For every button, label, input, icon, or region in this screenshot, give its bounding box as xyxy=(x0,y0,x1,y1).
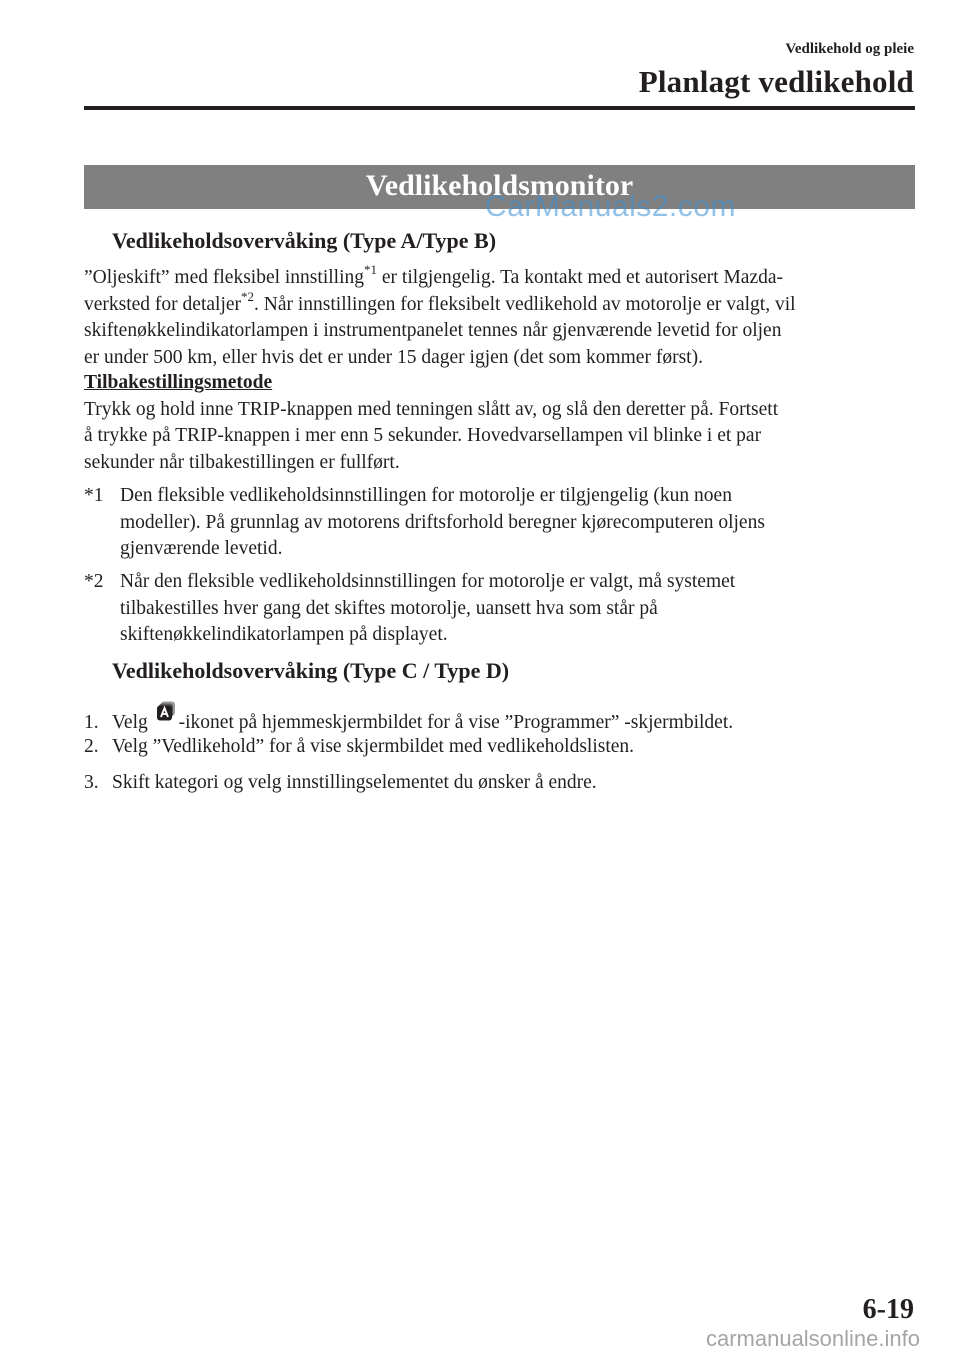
footnote-ref-1: *1 xyxy=(364,262,377,277)
paragraph-line: er under 500 km, eller hvis det er under 15 dager igjen (det som kommer først). xyxy=(84,346,703,368)
section-heading-cd: Vedlikeholdsovervåking (Type C / Type D) xyxy=(112,658,510,683)
watermark-bottom: carmanualsonline.info xyxy=(705,1326,920,1351)
header-divider xyxy=(84,106,915,110)
paragraph-line: skiftenøkkelindikatorlampen i instrumentpanelet tennes når gjenværende levetid for oljen xyxy=(84,320,782,341)
footnote-1: *1 Den fleksible vedlikeholdsinnstillingen for motorolje er tilgjengelig (kun noen modeller). På grunnlag av motorens driftsforhold beregner kjørecomputeren oljens gjenværende levetid. xyxy=(84,485,765,559)
step-3: 3. Skift kategori og velg innstillingselementet du ønsker å endre. xyxy=(84,772,597,793)
paragraph-line: ”Oljeskift” med fleksibel innstilling$^{*1}$ er tilgjengelig. Ta kontakt med et autorisert Mazda- xyxy=(84,262,784,288)
paragraph-line: sekunder når tilbakestillingen er fullført. xyxy=(84,451,400,473)
reset-method-heading: Tilbakestillingsmetode xyxy=(84,372,273,393)
banner-title: Vedlikeholdsmonitor xyxy=(365,169,634,202)
step-2: 2. Velg ”Vedlikehold” for å vise skjermbildet med vedlikeholdslisten. xyxy=(84,736,635,757)
paragraph-line: verksted for detaljer$^{*2}$. Når innstillingen for fleksibelt vedlikehold av motorolje er valgt, vil xyxy=(84,288,796,315)
section-heading-ab: Vedlikeholdsovervåking (Type A/Type B) xyxy=(112,228,497,253)
footnote-mark: *1 xyxy=(84,485,104,506)
footnote-mark: *2 xyxy=(84,571,104,592)
applications-icon xyxy=(156,700,178,722)
paragraph-oil-change xyxy=(84,262,796,371)
step-1: 1. Velg -ikonet på hjemmeskjermbildet for å vise ”Programmer” -skjermbildet. xyxy=(84,700,733,734)
paragraph-line: Trykk og hold inne TRIP-knappen med tenningen slått av, og slå den deretter på. Fortsett xyxy=(84,398,779,420)
watermark-top: CarManuals2.com xyxy=(485,190,736,223)
footnote-ref-2: *2 xyxy=(241,288,255,304)
paragraph-line: å trykke på TRIP-knappen i mer enn 5 sekunder. Hovedvarsellampen vil blinke i et par xyxy=(84,425,762,446)
header-section-label: Vedlikehold og pleie xyxy=(785,41,914,57)
footnote-2: *2 Når den fleksible vedlikeholdsinnstillingen for motorolje er valgt, må systemet tilbakestilles hver gang det skiftes motorolje, uansett hva som står på skiftenøkkelindikatorlampen på displayet. xyxy=(84,571,736,645)
reset-method-block xyxy=(84,370,778,476)
page-title: Planlagt vedlikehold xyxy=(638,64,914,99)
page-number: 6-19 xyxy=(862,1294,914,1325)
